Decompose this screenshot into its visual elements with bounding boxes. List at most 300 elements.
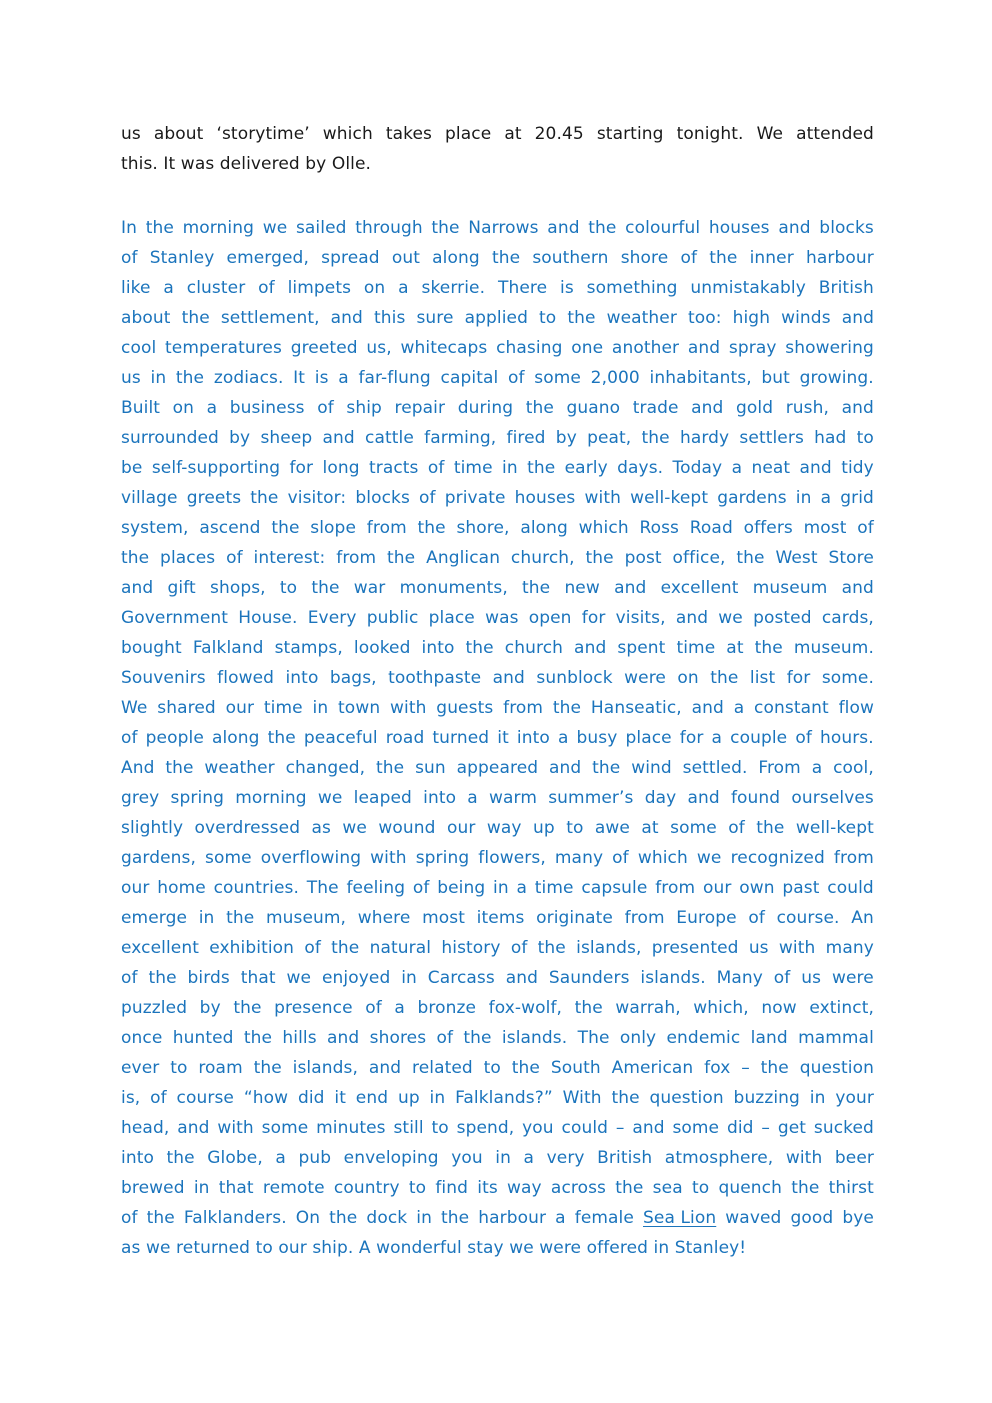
word: time bbox=[676, 638, 716, 658]
text-line bbox=[121, 1053, 874, 1083]
word: museum bbox=[752, 578, 828, 598]
word: in bbox=[416, 1208, 432, 1228]
word: shops, bbox=[209, 578, 266, 598]
word: the bbox=[417, 518, 446, 538]
text-line bbox=[121, 633, 874, 663]
word: remote bbox=[262, 1178, 325, 1198]
word: during bbox=[457, 398, 514, 418]
word: grid bbox=[840, 488, 874, 508]
word: course bbox=[176, 1088, 234, 1108]
text-line bbox=[121, 273, 874, 303]
word: question bbox=[649, 1088, 724, 1108]
word: endemic bbox=[666, 1028, 741, 1048]
word: our bbox=[225, 698, 255, 718]
word: did bbox=[726, 1118, 754, 1138]
word: a bbox=[557, 728, 569, 748]
word: interest: bbox=[253, 548, 326, 568]
word: and bbox=[691, 698, 724, 718]
word: – bbox=[761, 1118, 770, 1138]
word: ‘storytime’ bbox=[216, 124, 310, 144]
word: we bbox=[317, 788, 343, 808]
word: our bbox=[121, 878, 150, 898]
word: South bbox=[550, 1058, 601, 1078]
main-paragraph bbox=[121, 213, 874, 1263]
word: the bbox=[463, 1028, 492, 1048]
word: along bbox=[432, 248, 480, 268]
word: in bbox=[809, 1088, 826, 1108]
word: houses bbox=[514, 488, 576, 508]
word: did bbox=[297, 1088, 325, 1108]
word: the bbox=[522, 578, 551, 598]
word: us bbox=[748, 938, 769, 958]
word: by bbox=[199, 998, 221, 1018]
word: the bbox=[243, 1028, 273, 1048]
word: hardy bbox=[679, 428, 730, 448]
word: by bbox=[555, 428, 577, 448]
word: surrounded bbox=[121, 428, 219, 448]
word: offers bbox=[743, 518, 793, 538]
word: originate bbox=[536, 908, 613, 928]
word: into bbox=[121, 1148, 154, 1168]
word: constant bbox=[754, 698, 829, 718]
word: ascend bbox=[199, 518, 261, 538]
word: the bbox=[592, 758, 621, 778]
word: Road bbox=[689, 518, 733, 538]
word: emerge bbox=[121, 908, 188, 928]
word: shore bbox=[620, 248, 669, 268]
word: way bbox=[486, 818, 522, 838]
word: gardens bbox=[717, 488, 787, 508]
word: flowers, bbox=[478, 848, 546, 868]
word: land bbox=[750, 1028, 788, 1048]
word: the bbox=[146, 1208, 175, 1228]
word: of bbox=[510, 938, 528, 958]
word: of bbox=[121, 1208, 138, 1228]
word: in bbox=[198, 908, 215, 928]
text-line bbox=[121, 1203, 874, 1233]
word: museum, bbox=[265, 908, 347, 928]
word: atmosphere, bbox=[664, 1148, 774, 1168]
word: harbour bbox=[478, 1208, 547, 1228]
word: islands, bbox=[576, 938, 642, 958]
word: museum. bbox=[793, 638, 874, 658]
word: tidy bbox=[841, 458, 874, 478]
word: place bbox=[445, 124, 492, 144]
word: spent bbox=[617, 638, 666, 658]
word: on bbox=[363, 278, 386, 298]
word: the bbox=[588, 218, 617, 238]
word: of bbox=[728, 818, 745, 838]
word: a bbox=[467, 788, 478, 808]
word: the bbox=[791, 1178, 820, 1198]
word: the bbox=[145, 218, 174, 238]
word: settled. bbox=[682, 758, 748, 778]
word: a bbox=[733, 698, 745, 718]
word: head, bbox=[121, 1118, 170, 1138]
text-line bbox=[121, 513, 874, 543]
word: the bbox=[121, 548, 150, 568]
word: on bbox=[677, 668, 699, 688]
word: the bbox=[574, 998, 603, 1018]
word: to bbox=[539, 308, 557, 328]
word: the bbox=[567, 308, 596, 328]
word: own bbox=[739, 878, 775, 898]
word: into bbox=[285, 668, 319, 688]
word: some bbox=[205, 848, 252, 868]
word: islands. bbox=[501, 1028, 568, 1048]
word: where bbox=[357, 908, 411, 928]
word: were bbox=[831, 968, 874, 988]
word: to bbox=[408, 1178, 427, 1198]
word: American bbox=[611, 1058, 694, 1078]
word: presented bbox=[651, 938, 739, 958]
text-line: as we returned to our ship. A wonderful stay we were offered in Stanley! bbox=[121, 1238, 747, 1258]
word: is bbox=[314, 368, 329, 388]
word: and bbox=[322, 428, 355, 448]
word: list bbox=[749, 668, 776, 688]
word: rush, bbox=[785, 398, 830, 418]
word: in bbox=[493, 878, 509, 898]
word: And bbox=[121, 758, 155, 778]
word: the bbox=[641, 428, 670, 448]
word: House. bbox=[238, 608, 298, 628]
word: female bbox=[574, 1208, 634, 1228]
word: peaceful bbox=[303, 728, 378, 748]
word: fox bbox=[704, 1058, 731, 1078]
word: of bbox=[748, 908, 765, 928]
text-line: this. It was delivered by Olle. bbox=[121, 154, 372, 174]
word: warrah, bbox=[615, 998, 681, 1018]
word: skerrie. bbox=[421, 278, 486, 298]
word: the bbox=[181, 308, 210, 328]
word: sailed bbox=[295, 218, 347, 238]
word: Falklands?” bbox=[455, 1088, 553, 1108]
word: unmistakably bbox=[690, 278, 806, 298]
word: many bbox=[825, 938, 874, 958]
word: Government bbox=[121, 608, 229, 628]
word: items bbox=[476, 908, 525, 928]
word: limpets bbox=[287, 278, 352, 298]
word: home bbox=[157, 878, 206, 898]
word: of bbox=[427, 458, 445, 478]
word: it bbox=[497, 728, 509, 748]
word: found bbox=[730, 788, 781, 808]
word: end bbox=[355, 1088, 389, 1108]
word: houses bbox=[708, 218, 770, 238]
text-line bbox=[121, 1023, 874, 1053]
word: exhibition bbox=[209, 938, 295, 958]
text-line bbox=[121, 573, 874, 603]
word: us bbox=[801, 968, 822, 988]
word: the bbox=[175, 368, 205, 388]
word: a bbox=[731, 458, 743, 478]
word: long bbox=[322, 458, 360, 478]
word: presence bbox=[274, 998, 353, 1018]
word: turned bbox=[432, 728, 490, 748]
word: that bbox=[218, 1178, 254, 1198]
word: is bbox=[560, 278, 574, 298]
word: at bbox=[504, 124, 522, 144]
word: the bbox=[253, 1058, 282, 1078]
word: spend, bbox=[456, 1118, 515, 1138]
word: of bbox=[365, 998, 382, 1018]
word: most bbox=[422, 908, 465, 928]
word: From bbox=[758, 758, 801, 778]
word: a bbox=[820, 488, 832, 508]
word: something bbox=[586, 278, 678, 298]
word: appeared bbox=[456, 758, 539, 778]
word: still bbox=[393, 1118, 424, 1138]
word: us bbox=[121, 124, 141, 144]
word: of bbox=[857, 518, 874, 538]
word: a bbox=[555, 1208, 566, 1228]
word: a bbox=[338, 368, 349, 388]
word: up bbox=[397, 1088, 420, 1108]
text-line bbox=[121, 483, 874, 513]
word: road bbox=[385, 728, 425, 748]
word: a bbox=[206, 398, 218, 418]
word: thirst bbox=[828, 1178, 874, 1198]
word: a bbox=[163, 278, 174, 298]
word: that bbox=[240, 968, 276, 988]
word: with bbox=[584, 488, 621, 508]
word: many bbox=[554, 848, 604, 868]
word: In bbox=[121, 218, 137, 238]
word: blocks bbox=[355, 488, 410, 508]
word: wound bbox=[378, 818, 436, 838]
word: toothpaste bbox=[388, 668, 482, 688]
word: Carcass bbox=[427, 968, 495, 988]
word: we bbox=[286, 968, 312, 988]
word: sucked bbox=[813, 1118, 874, 1138]
word: business bbox=[229, 398, 305, 418]
word: the bbox=[615, 1178, 644, 1198]
word: visitor: bbox=[287, 488, 347, 508]
word: had bbox=[814, 428, 847, 448]
word: into bbox=[516, 728, 550, 748]
word: of bbox=[680, 248, 698, 268]
word: through bbox=[355, 218, 423, 238]
word: tracts bbox=[368, 458, 419, 478]
word: The bbox=[306, 878, 339, 898]
word: slightly bbox=[121, 818, 184, 838]
word: emerged, bbox=[226, 248, 309, 268]
word: most bbox=[803, 518, 847, 538]
word: chasing bbox=[496, 338, 563, 358]
text-line bbox=[121, 813, 874, 843]
word: We bbox=[756, 124, 784, 144]
word: from bbox=[833, 848, 874, 868]
word: Every bbox=[307, 608, 357, 628]
word: shore, bbox=[456, 518, 510, 538]
word: system, bbox=[121, 518, 189, 538]
word: places bbox=[160, 548, 216, 568]
word: to bbox=[279, 578, 298, 598]
word: the bbox=[585, 548, 614, 568]
word: now bbox=[761, 998, 797, 1018]
word: British bbox=[818, 278, 874, 298]
word: With bbox=[562, 1088, 602, 1108]
word: in bbox=[401, 968, 417, 988]
word: we bbox=[696, 848, 722, 868]
text-line bbox=[121, 363, 874, 393]
word: its bbox=[477, 1178, 498, 1198]
word: people bbox=[145, 728, 204, 748]
word: question bbox=[799, 1058, 874, 1078]
word: by bbox=[229, 428, 251, 448]
word: the bbox=[331, 938, 360, 958]
word: ship bbox=[346, 398, 382, 418]
word: place bbox=[428, 608, 475, 628]
word: but bbox=[761, 368, 790, 388]
word: well-kept bbox=[795, 818, 874, 838]
word: get bbox=[777, 1118, 807, 1138]
word: On bbox=[295, 1208, 321, 1228]
word: only bbox=[619, 1028, 657, 1048]
word: was bbox=[485, 608, 519, 628]
word: church bbox=[504, 638, 564, 658]
word: beer bbox=[834, 1148, 874, 1168]
word: and bbox=[549, 758, 582, 778]
word: colourful bbox=[625, 218, 701, 238]
word: and bbox=[799, 458, 832, 478]
word: and bbox=[687, 788, 720, 808]
word: into bbox=[421, 638, 455, 658]
word: time bbox=[263, 698, 303, 718]
word: posted bbox=[753, 608, 812, 628]
word: of bbox=[436, 1028, 454, 1048]
word: Souvenirs bbox=[121, 668, 206, 688]
word: bye bbox=[842, 1208, 874, 1228]
word: could bbox=[827, 878, 874, 898]
word: in bbox=[150, 368, 167, 388]
word: the bbox=[754, 638, 783, 658]
word: waved bbox=[725, 1208, 782, 1228]
word: spray bbox=[728, 338, 777, 358]
word: ever bbox=[121, 1058, 160, 1078]
word: looked bbox=[353, 638, 411, 658]
word: a bbox=[516, 878, 528, 898]
word: Stanley bbox=[149, 248, 215, 268]
word: settlement, bbox=[220, 308, 320, 328]
word: time bbox=[453, 458, 493, 478]
word: and bbox=[574, 638, 607, 658]
word: history bbox=[441, 938, 501, 958]
word: birds bbox=[187, 968, 230, 988]
word: pub bbox=[298, 1148, 332, 1168]
word: and bbox=[492, 668, 525, 688]
word: quench bbox=[718, 1178, 782, 1198]
text-line bbox=[121, 903, 874, 933]
word: the bbox=[710, 668, 739, 688]
word: for bbox=[786, 668, 811, 688]
word: for bbox=[289, 458, 314, 478]
word: warm bbox=[489, 788, 538, 808]
word: excellent bbox=[121, 938, 199, 958]
word: enjoyed bbox=[321, 968, 391, 988]
word: the bbox=[527, 458, 556, 478]
word: good bbox=[790, 1208, 834, 1228]
word: cards, bbox=[821, 608, 874, 628]
word: wind bbox=[631, 758, 672, 778]
word: past bbox=[782, 878, 820, 898]
word: office, bbox=[672, 548, 726, 568]
word: it bbox=[334, 1088, 346, 1108]
word: sure bbox=[416, 308, 454, 328]
word: for bbox=[679, 728, 704, 748]
word: early bbox=[564, 458, 608, 478]
word: is, bbox=[121, 1088, 141, 1108]
word: cool bbox=[121, 338, 157, 358]
word: out bbox=[391, 248, 420, 268]
word: Falkland bbox=[192, 638, 264, 658]
word: at bbox=[641, 818, 659, 838]
word: our bbox=[447, 818, 476, 838]
word: enveloping bbox=[343, 1148, 439, 1168]
word: gift bbox=[167, 578, 196, 598]
word: couple bbox=[730, 728, 788, 748]
word: the bbox=[552, 698, 582, 718]
word: as bbox=[311, 818, 331, 838]
word: harbour bbox=[806, 248, 874, 268]
word: the bbox=[511, 1058, 540, 1078]
word: Anglican bbox=[426, 548, 501, 568]
word: and bbox=[841, 578, 874, 598]
word: and bbox=[614, 578, 647, 598]
word: public bbox=[366, 608, 419, 628]
word: in bbox=[312, 698, 329, 718]
word: bought bbox=[121, 638, 182, 658]
word: repair bbox=[394, 398, 446, 418]
text-line bbox=[121, 453, 874, 483]
word: sun bbox=[415, 758, 446, 778]
word: the bbox=[148, 968, 177, 988]
word: 20.45 bbox=[534, 124, 584, 144]
word: countries. bbox=[213, 878, 300, 898]
word: overflowing bbox=[260, 848, 362, 868]
word: time bbox=[534, 878, 574, 898]
word: Built bbox=[121, 398, 161, 418]
word: West bbox=[775, 548, 818, 568]
word: and bbox=[841, 398, 874, 418]
word: about bbox=[121, 308, 171, 328]
word: from bbox=[336, 548, 377, 568]
word: we bbox=[262, 218, 288, 238]
word: of bbox=[150, 1088, 167, 1108]
word: buzzing bbox=[733, 1088, 800, 1108]
word: into bbox=[423, 788, 457, 808]
word: gardens, bbox=[121, 848, 196, 868]
word: with bbox=[778, 938, 816, 958]
word: minutes bbox=[316, 1118, 386, 1138]
word: very bbox=[546, 1148, 585, 1168]
word: fox-wolf, bbox=[488, 998, 563, 1018]
word: being bbox=[437, 878, 486, 898]
word: hunted bbox=[172, 1028, 234, 1048]
word: morning bbox=[182, 218, 254, 238]
word: find bbox=[435, 1178, 469, 1198]
word: temperatures bbox=[165, 338, 282, 358]
word: and bbox=[330, 308, 363, 328]
word: takes bbox=[385, 124, 432, 144]
word: of bbox=[258, 278, 275, 298]
word: trade bbox=[632, 398, 679, 418]
word: greets bbox=[186, 488, 242, 508]
word: high bbox=[732, 308, 771, 328]
word: the bbox=[271, 518, 300, 538]
word: feeling bbox=[346, 878, 406, 898]
word: like bbox=[121, 278, 151, 298]
